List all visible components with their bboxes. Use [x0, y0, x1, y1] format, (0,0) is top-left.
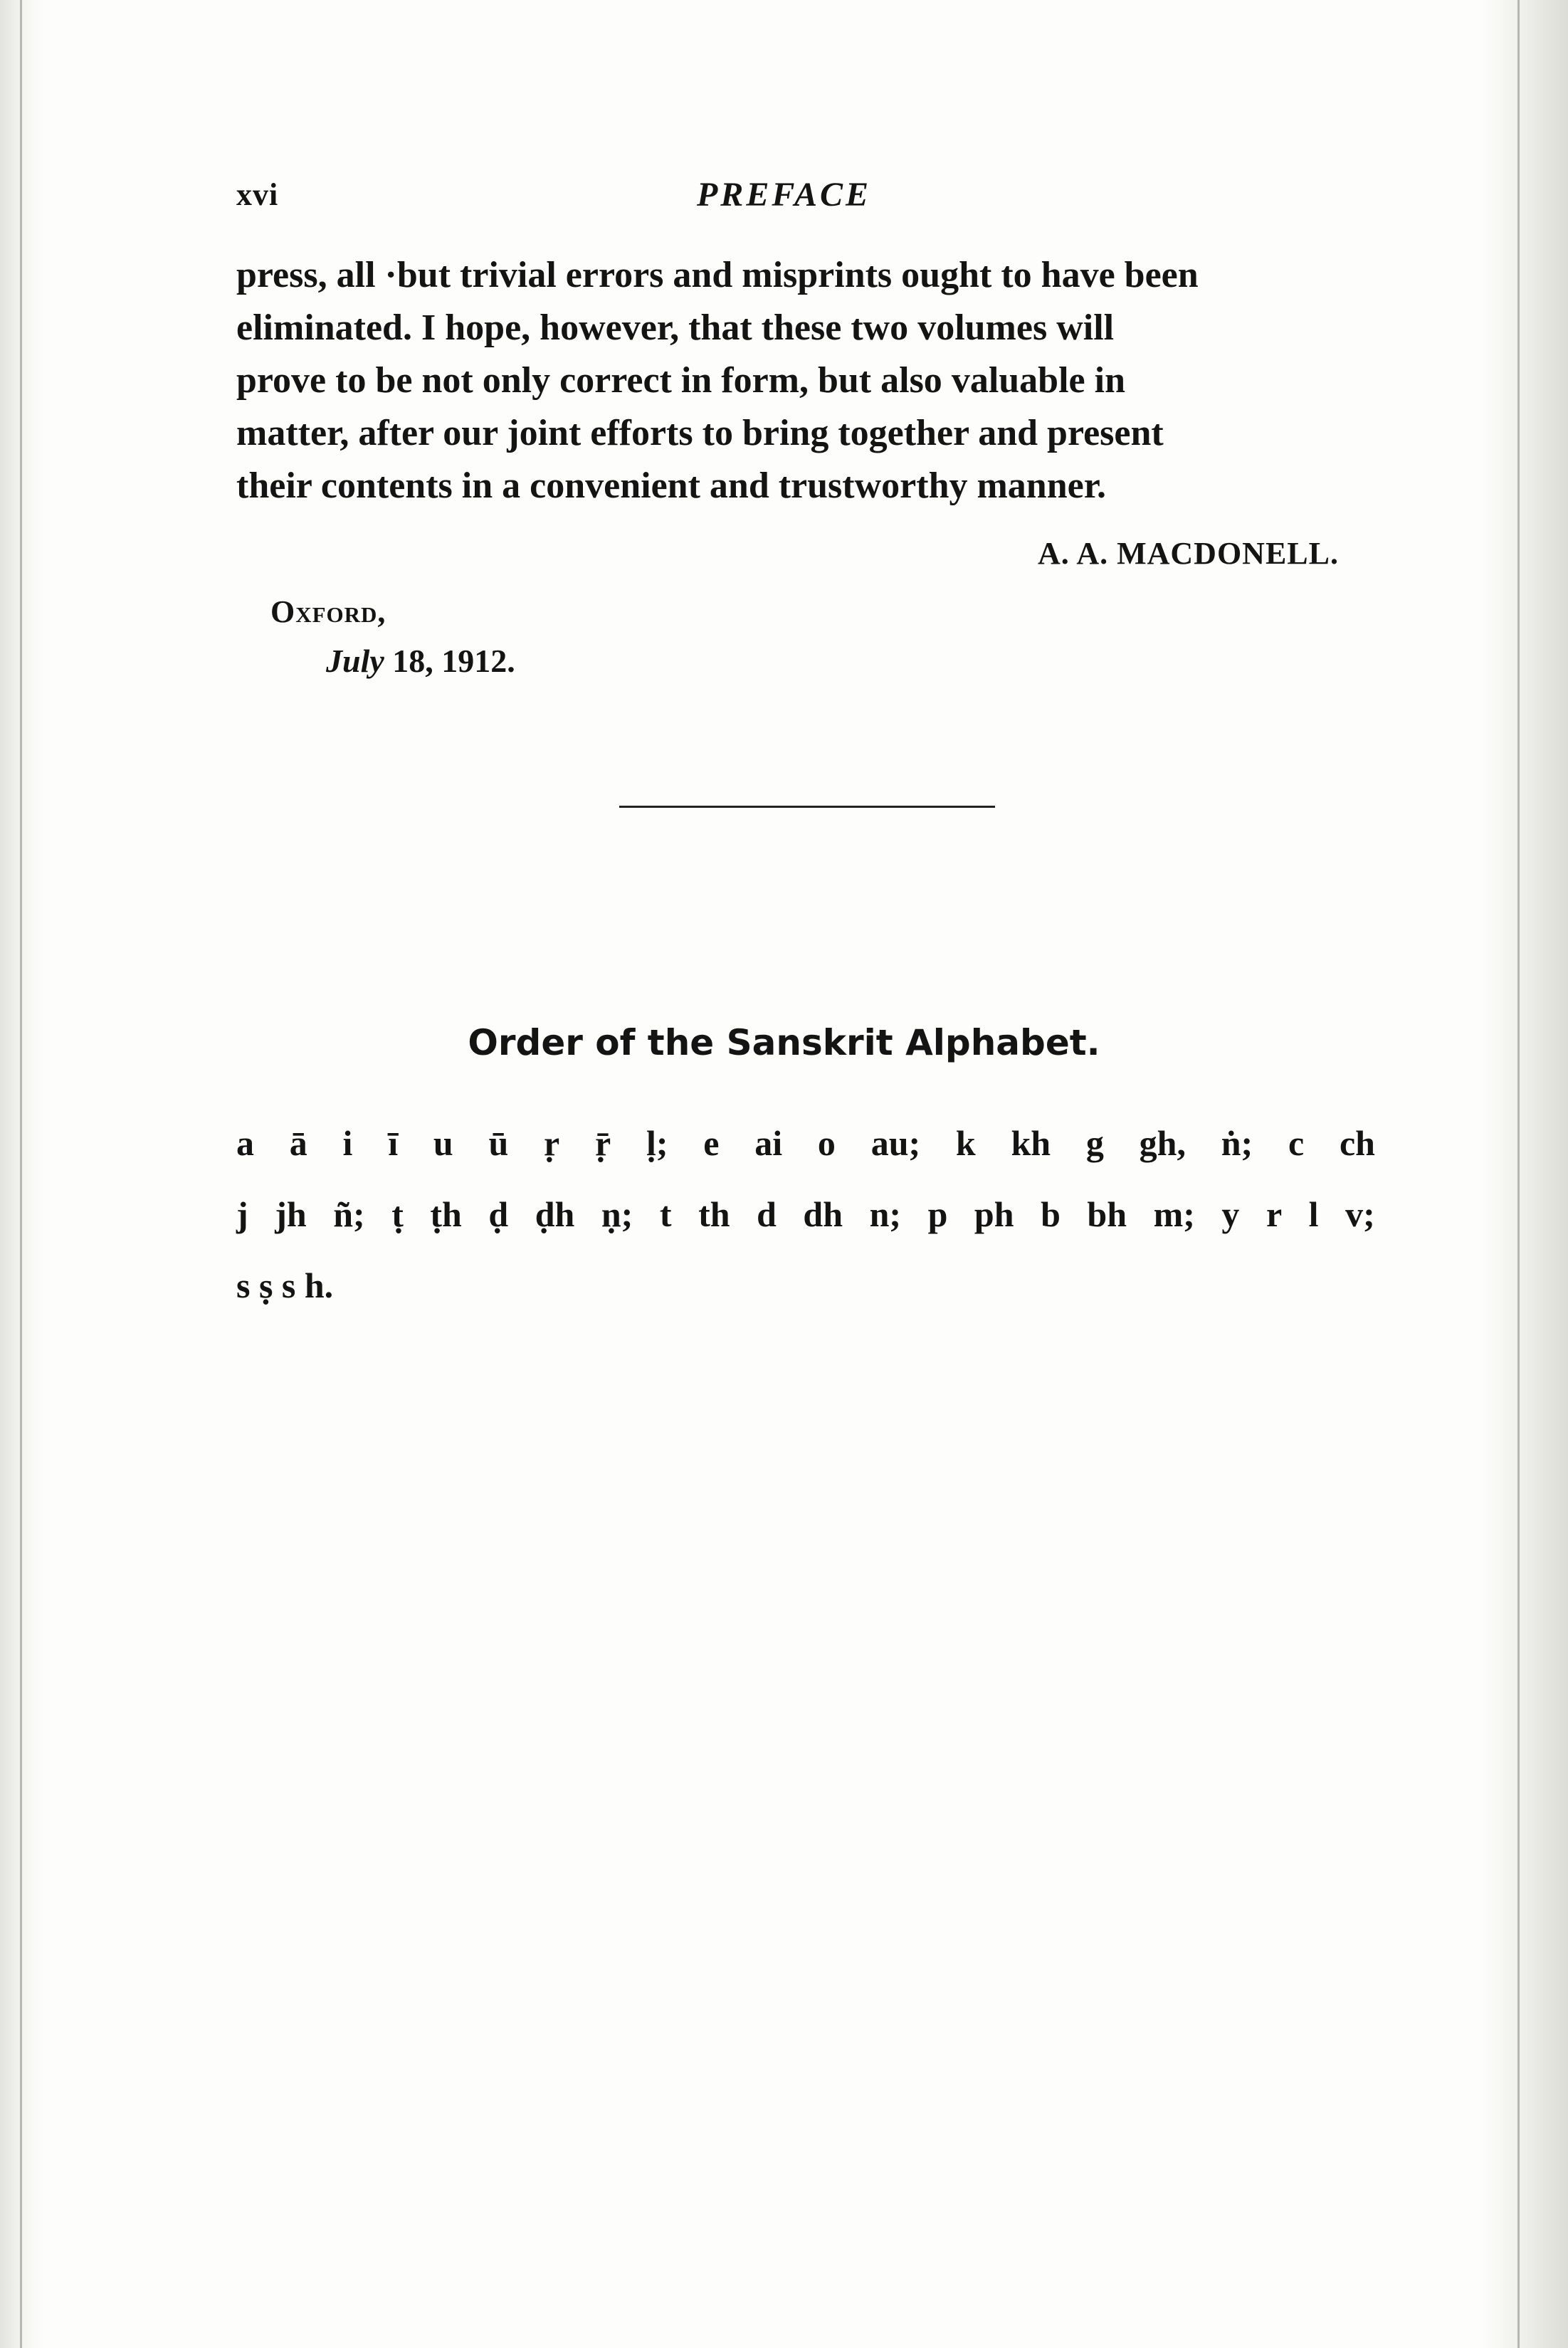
- letter: k: [955, 1123, 976, 1163]
- word: two: [851, 307, 909, 348]
- word: and: [673, 255, 733, 295]
- letter: d: [757, 1194, 777, 1234]
- letter: ḍ: [488, 1194, 509, 1234]
- alphabet-row: [236, 1107, 1375, 1179]
- letter: ṭ: [391, 1194, 404, 1234]
- letter: au;: [870, 1123, 921, 1163]
- place-line: Oxford,: [270, 594, 386, 629]
- word: trivial: [460, 255, 557, 295]
- word: press,: [236, 255, 327, 295]
- letter: u: [433, 1123, 453, 1163]
- word: also: [880, 360, 942, 401]
- word: volumes: [917, 307, 1048, 348]
- word: joint: [507, 413, 582, 453]
- word: but: [817, 360, 872, 401]
- word: eliminated.: [236, 307, 412, 348]
- word: I: [421, 307, 436, 348]
- letter: ū: [488, 1123, 509, 1163]
- section-title: Order of the Sanskrit Alphabet.: [468, 1022, 1100, 1063]
- alphabet-listing: [236, 1107, 1375, 1321]
- date-rest: 18, 1912.: [392, 643, 515, 679]
- letter: ñ;: [333, 1194, 365, 1234]
- letter: m;: [1153, 1194, 1195, 1234]
- word: to: [702, 413, 733, 453]
- letter: ṇ;: [601, 1194, 633, 1234]
- letter: ph: [974, 1194, 1014, 1234]
- letter: l: [1308, 1194, 1319, 1234]
- word: these: [761, 307, 842, 348]
- letter: kh: [1011, 1123, 1051, 1163]
- word: in: [680, 360, 712, 401]
- paragraph-line: [236, 249, 1368, 302]
- word: efforts: [590, 413, 693, 453]
- word: correct: [559, 360, 672, 401]
- paragraph-line-last: [236, 460, 1368, 512]
- date-line: [326, 642, 515, 680]
- binding-line: [20, 0, 22, 2348]
- preface-paragraph: [236, 249, 1368, 512]
- letter: o: [817, 1123, 836, 1163]
- date-month: July: [326, 643, 384, 679]
- letter: ṭh: [430, 1194, 462, 1234]
- letter: ī: [388, 1123, 399, 1163]
- word: not: [421, 360, 473, 401]
- word: matter,: [236, 413, 349, 453]
- letter: ṅ;: [1221, 1123, 1253, 1163]
- letter: bh: [1087, 1194, 1127, 1234]
- word: and: [978, 413, 1038, 453]
- word: after: [358, 413, 434, 453]
- letter: c: [1288, 1123, 1305, 1163]
- word: in: [1094, 360, 1126, 401]
- word: be: [375, 360, 413, 401]
- letter: v;: [1345, 1194, 1375, 1234]
- letter: y: [1221, 1194, 1240, 1234]
- word: form,: [721, 360, 809, 401]
- letter-group: s ṣ s h.: [236, 1265, 334, 1305]
- letter: ch: [1339, 1123, 1375, 1163]
- word: errors: [565, 255, 664, 295]
- letter: e: [703, 1123, 720, 1163]
- letter: a: [236, 1123, 254, 1163]
- letter: t: [659, 1194, 672, 1234]
- word: all: [336, 255, 376, 295]
- letter: j: [236, 1194, 248, 1234]
- right-page-edge: [1483, 0, 1568, 2348]
- word: ·but: [384, 255, 451, 295]
- word: to: [1001, 255, 1032, 295]
- alphabet-row-last: [236, 1250, 1375, 1321]
- section-divider: [619, 806, 995, 808]
- letter: b: [1041, 1194, 1061, 1234]
- letter: jh: [275, 1194, 307, 1234]
- author-signature: A. A. MACDONELL.: [1037, 536, 1339, 571]
- letter: ai: [754, 1123, 783, 1163]
- page-edge-line: [1517, 0, 1520, 2348]
- running-head: PREFACE: [696, 176, 871, 214]
- word: valuable: [951, 360, 1085, 401]
- word: will: [1056, 307, 1115, 348]
- letter: ḍh: [535, 1194, 575, 1234]
- word: our: [443, 413, 498, 453]
- letter: g: [1085, 1123, 1104, 1163]
- word: ought: [901, 255, 992, 295]
- paragraph-line: [236, 407, 1368, 460]
- page-number: xvi: [236, 177, 279, 212]
- word: that: [688, 307, 752, 348]
- word: hope,: [445, 307, 531, 348]
- letter: ā: [289, 1123, 307, 1163]
- letter: ṝ: [595, 1123, 611, 1163]
- alphabet-row: [236, 1179, 1375, 1250]
- word: to: [335, 360, 367, 401]
- letter: p: [927, 1194, 948, 1234]
- word: however,: [540, 307, 680, 348]
- letter: n;: [869, 1194, 902, 1234]
- letter: th: [698, 1194, 730, 1234]
- word: only: [482, 360, 551, 401]
- word: misprints: [742, 255, 893, 295]
- word: together: [838, 413, 969, 453]
- word: present: [1047, 413, 1164, 453]
- paragraph-line: [236, 354, 1368, 407]
- letter: r: [1266, 1194, 1283, 1234]
- letter: ḷ;: [646, 1123, 668, 1163]
- word: prove: [236, 360, 327, 401]
- letter: gh,: [1139, 1123, 1186, 1163]
- letter: ṛ: [544, 1123, 560, 1163]
- letter: dh: [803, 1194, 843, 1234]
- word: have: [1041, 255, 1115, 295]
- paragraph-line: [236, 302, 1368, 354]
- letter: i: [342, 1123, 353, 1163]
- word: bring: [742, 413, 829, 453]
- word: been: [1124, 255, 1199, 295]
- line-text: their contents in a convenient and trustworthy manner.: [236, 465, 1107, 506]
